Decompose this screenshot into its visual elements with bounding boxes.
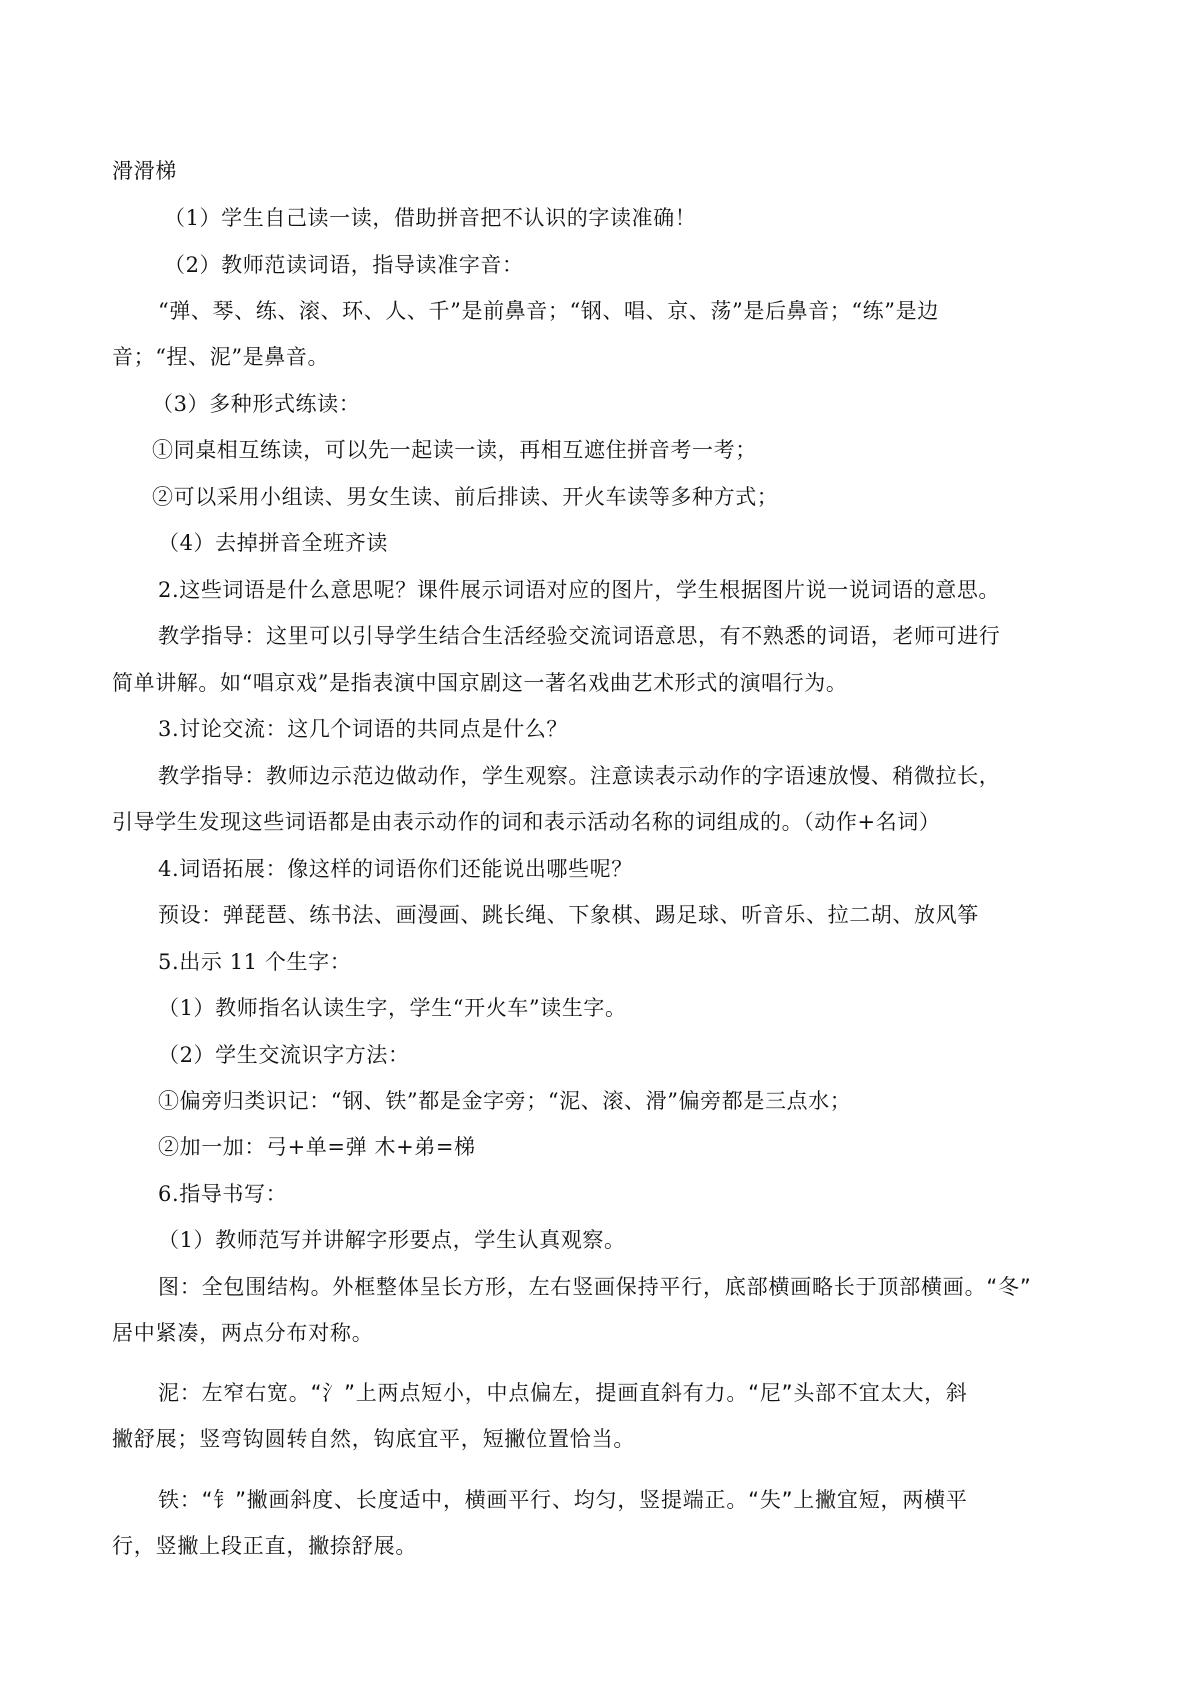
text-line: 引导学生发现这些词语都是由表示动作的词和表示活动名称的词组成的。（动作+名词） — [112, 810, 941, 834]
text-line: 6.指导书写： — [158, 1182, 288, 1206]
text-line: 4.词语拓展：像这样的词语你们还能说出哪些呢？ — [158, 857, 633, 881]
text-line: ①偏旁归类识记：“钢、铁”都是金字旁；“泥、滚、滑”偏旁都是三点水； — [158, 1089, 852, 1113]
text-line: （1）教师指名认读生字，学生“开火车”读生字。 — [158, 996, 627, 1020]
text-line: （2）学生交流识字方法： — [158, 1043, 410, 1067]
text-line: 预设：弹琵琶、练书法、画漫画、跳长绳、下象棋、踢足球、听音乐、拉二胡、放风筝 — [158, 903, 979, 927]
text-line: （3）多种形式练读： — [152, 392, 361, 416]
text-line: 滑滑梯 — [112, 159, 177, 183]
text-line: 居中紧凑，两点分布对称。 — [112, 1321, 374, 1345]
text-line: ②加一加：弓+单=弹 木+弟=梯 — [158, 1135, 476, 1159]
text-line: 图：全包围结构。外框整体呈长方形，左右竖画保持平行，底部横画略长于顶部横画。“冬” — [158, 1275, 1032, 1299]
text-line: 撇舒展；竖弯钩圆转自然，钩底宜平，短撇位置恰当。 — [112, 1427, 636, 1451]
text-line: 教学指导：教师边示范边做动作，学生观察。注意读表示动作的字语速放慢、稍微拉长， — [158, 764, 1001, 788]
text-line: 2.这些词语是什么意思呢？课件展示词语对应的图片，学生根据图片说一说词语的意思。 — [158, 578, 1001, 602]
text-line: “弹、琴、练、滚、环、人、千”是前鼻音；“钢、唱、京、荡”是后鼻音；“练”是边 — [158, 299, 939, 323]
text-line: ①同桌相互练读，可以先一起读一读，再相互遮住拼音考一考； — [152, 438, 757, 462]
text-line: （4）去掉拼音全班齐读 — [158, 531, 388, 555]
text-line: ②可以采用小组读、男女生读、前后排读、开火车读等多种方式； — [152, 485, 779, 509]
text-line: 音；“捏、泥”是鼻音。 — [112, 345, 330, 369]
text-line: （1）学生自己读一读，借助拼音把不认识的字读准确！ — [164, 206, 697, 230]
text-line: 简单讲解。如“唱京戏”是指表演中国京剧这一著名戏曲艺术形式的演唱行为。 — [112, 671, 848, 695]
text-line: 泥：左窄右宽。“氵”上两点短小，中点偏左，提画直斜有力。“尼”头部不宜太大，斜 — [158, 1381, 968, 1405]
text-line: （2）教师范读词语，指导读准字音： — [164, 253, 524, 277]
text-line: （1）教师范写并讲解字形要点，学生认真观察。 — [158, 1228, 626, 1252]
text-line: 铁：“钅”撇画斜度、长度适中，横画平行、均匀，竖提端正。“失”上撇宜短，两横平 — [158, 1488, 968, 1512]
text-line: 5.出示 11 个生字： — [158, 950, 352, 974]
text-line: 教学指导：这里可以引导学生结合生活经验交流词语意思，有不熟悉的词语，老师可进行 — [158, 624, 1001, 648]
text-line: 行，竖撇上段正直，撇捺舒展。 — [112, 1534, 418, 1558]
text-line: 3.讨论交流：这几个词语的共同点是什么？ — [158, 717, 569, 741]
